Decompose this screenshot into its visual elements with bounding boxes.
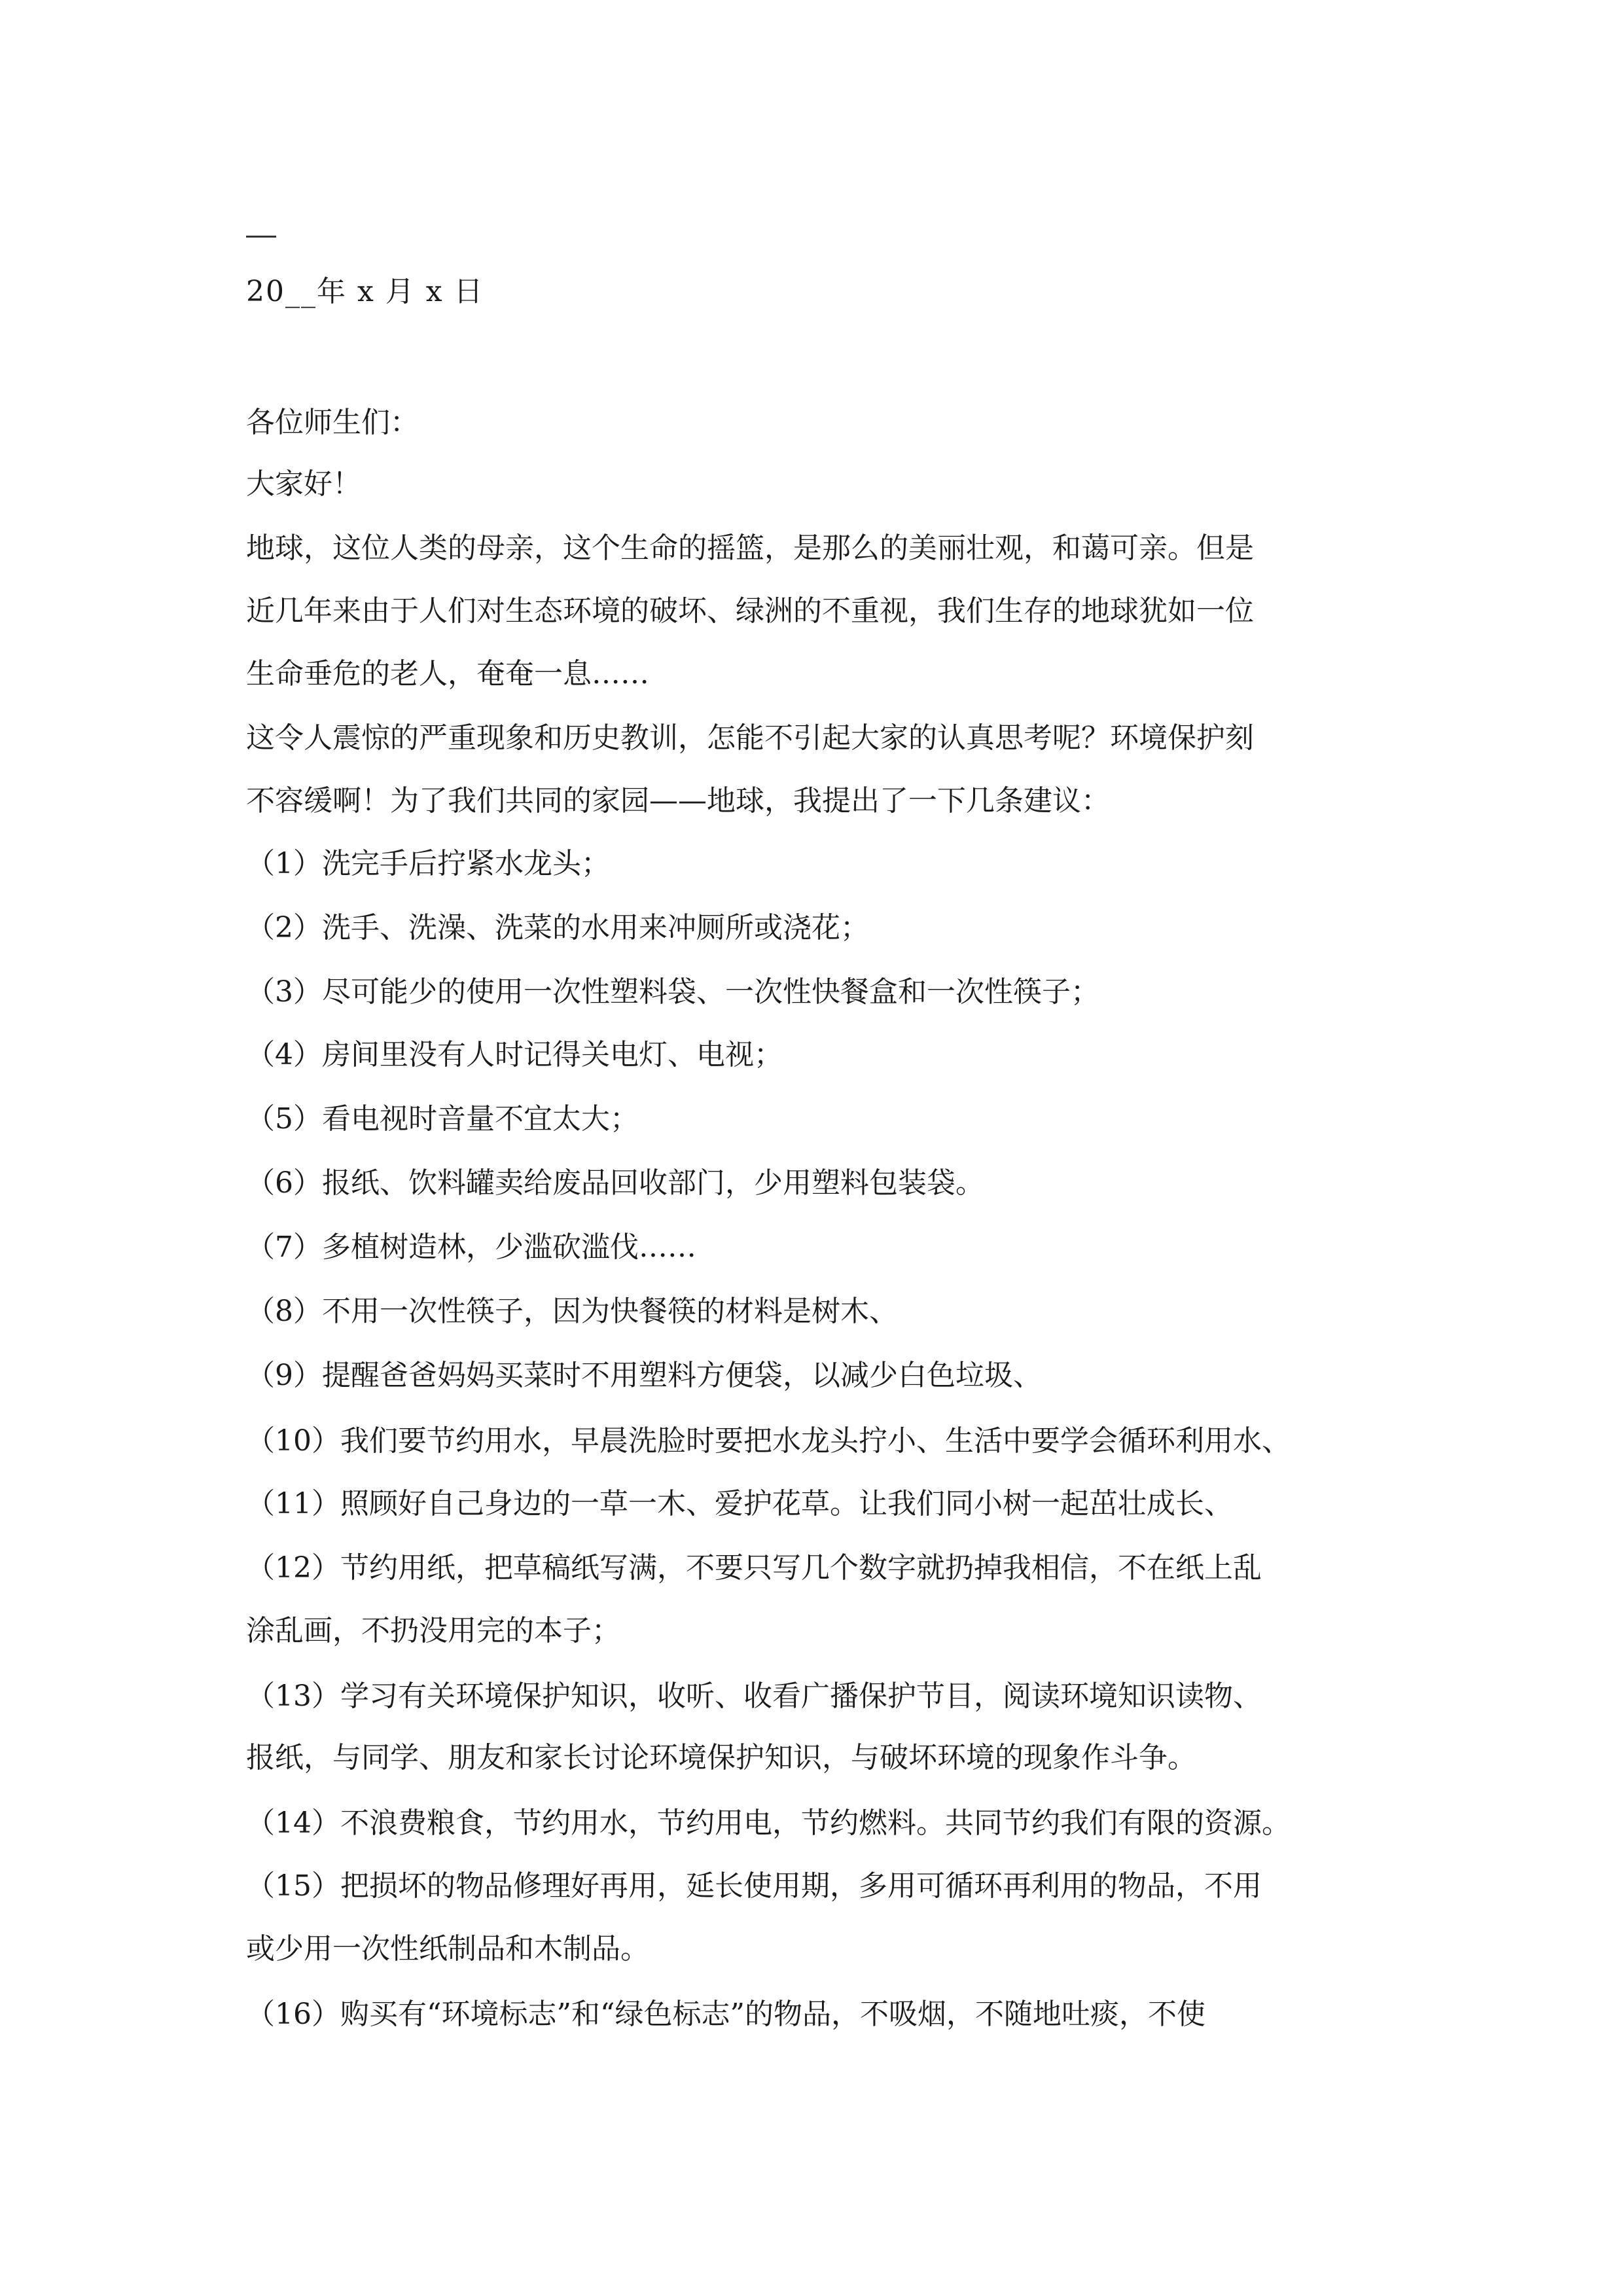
- date-line: 20__年 x 月 x 日: [246, 275, 484, 308]
- list-item: （4）房间里没有人时记得关电灯、电视；: [246, 1038, 783, 1071]
- list-item: （7）多植树造林，少滥砍滥伐……: [246, 1230, 696, 1264]
- paragraph-line: 生命垂危的老人，奄奄一息……: [246, 657, 649, 691]
- list-item-continuation: 或少用一次性纸制品和木制品。: [246, 1932, 649, 1965]
- list-item-continuation: 涂乱画，不扔没用完的本子；: [246, 1614, 620, 1647]
- list-item: （8）不用一次性筷子，因为快餐筷的材料是树木、: [246, 1295, 898, 1328]
- list-item-continuation: 报纸，与同学、朋友和家长讨论环境保护知识，与破坏环境的现象作斗争。: [246, 1741, 1196, 1774]
- list-item: （16）购买有“环境标志”和“绿色标志”的物品，不吸烟，不随地吐痰，不使: [246, 1998, 1205, 2031]
- paragraph-line: 这令人震惊的严重现象和历史教训，怎能不引起大家的认真思考呢？环境保护刻: [246, 721, 1254, 755]
- top-dash: [246, 236, 276, 238]
- paragraph-line: 地球，这位人类的母亲，这个生命的摇篮，是那么的美丽壮观，和蔼可亲。但是: [246, 531, 1254, 565]
- list-item: （14）不浪费粮食，节约用水，节约用电，节约燃料。共同节约我们有限的资源。: [246, 1806, 1291, 1840]
- list-item: （15）把损坏的物品修理好再用，延长使用期，多用可循环再利用的物品，不用: [246, 1869, 1262, 1903]
- list-item: （5）看电视时音量不宜太大；: [246, 1102, 639, 1136]
- list-item: （2）洗手、洗澡、洗菜的水用来冲厕所或浇花；: [246, 911, 869, 944]
- list-item: （1）洗完手后拧紧水龙头；: [246, 847, 610, 880]
- greeting: 大家好！: [246, 467, 361, 501]
- list-item: （3）尽可能少的使用一次性塑料袋、一次性快餐盒和一次性筷子；: [246, 975, 1099, 1009]
- paragraph-line: 不容缓啊！为了我们共同的家园——地球，我提出了一下几条建议：: [246, 784, 1110, 817]
- list-item: （9）提醒爸爸妈妈买菜时不用塑料方便袋，以减少白色垃圾、: [246, 1359, 1042, 1392]
- paragraph-line: 近几年来由于人们对生态环境的破坏、绿洲的不重视，我们生存的地球犹如一位: [246, 594, 1254, 628]
- list-item: （12）节约用纸，把草稿纸写满，不要只写几个数字就扔掉我相信，不在纸上乱: [246, 1551, 1262, 1585]
- list-item: （6）报纸、饮料罐卖给废品回收部门，少用塑料包装袋。: [246, 1166, 984, 1200]
- list-item: （11）照顾好自己身边的一草一木、爱护花草。让我们同小树一起茁壮成长、: [246, 1487, 1233, 1520]
- list-item: （10）我们要节约用水，早晨洗脸时要把水龙头拧小、生活中要学会循环利用水、: [246, 1424, 1291, 1458]
- list-item: （13）学习有关环境保护知识，收听、收看广播保护节目，阅读环境知识读物、: [246, 1679, 1262, 1713]
- salutation: 各位师生们：: [246, 406, 419, 439]
